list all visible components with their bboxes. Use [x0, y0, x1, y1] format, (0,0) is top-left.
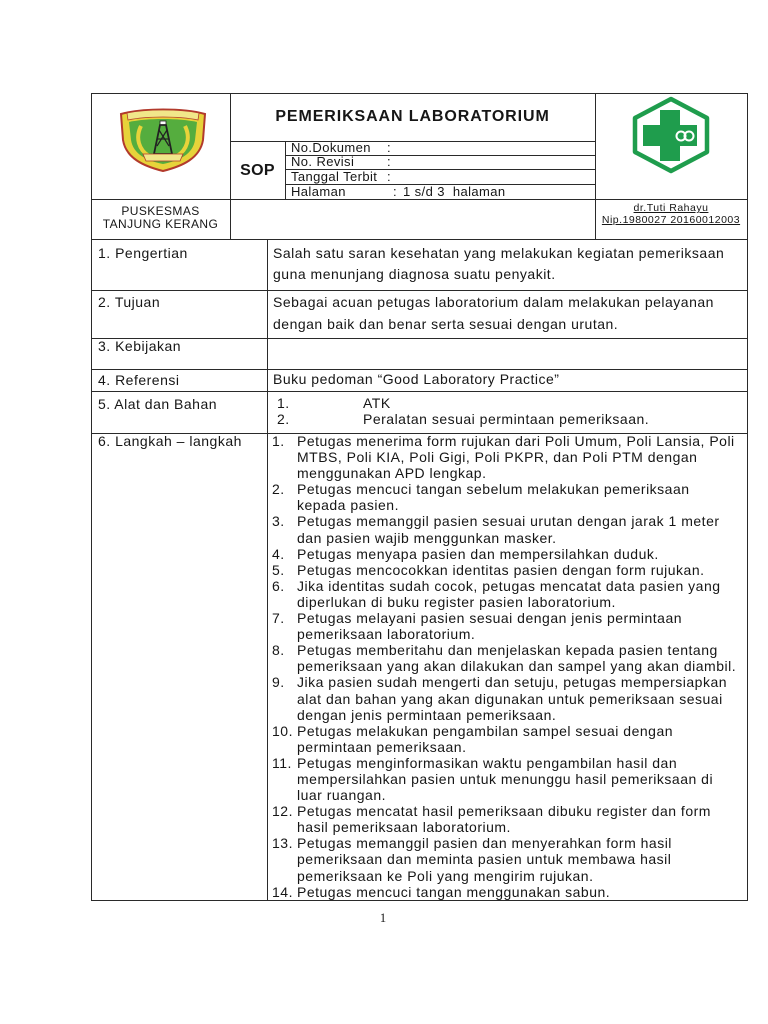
- list-item-number: 1.: [277, 395, 290, 411]
- step-number: 12.: [272, 803, 293, 820]
- step-text: Petugas menyapa pasien dan mempersilahkan duduk.: [297, 545, 659, 562]
- step-item: [272, 513, 742, 545]
- step-number: 3.: [272, 513, 285, 530]
- list-item-number: 2.: [277, 410, 290, 427]
- list-item: [277, 396, 649, 412]
- list-item-text: ATK: [363, 395, 391, 411]
- step-item: [272, 723, 742, 755]
- grid-line: [285, 141, 286, 199]
- step-text: Petugas mencocokkan identitas pasien dengan form rujukan.: [297, 561, 705, 578]
- step-number: 6.: [272, 577, 285, 594]
- step-text: Petugas mencuci tangan menggunakan sabun.: [297, 883, 611, 900]
- meta-value: 1 s/d 3 halaman: [403, 184, 506, 199]
- step-item: [272, 674, 742, 722]
- section-label-langkah: 6. Langkah – langkah: [98, 433, 242, 449]
- step-text: Petugas memanggil pasien dan menyerahkan form hasil pemeriksaan dan meminta pasien untuk membawa hasil pemeriksaan ke Poli yang mengirim rujukan.: [297, 835, 672, 884]
- step-number: 5.: [272, 561, 285, 578]
- section-label-kebijakan: 3. Kebijakan: [98, 338, 182, 354]
- page-number: 1: [379, 911, 387, 925]
- grid-line: [91, 391, 748, 392]
- institution-name: [91, 205, 230, 230]
- step-text: Petugas mencatat hasil pemeriksaan dibuku register dan form hasil pemeriksaan laboratorium.: [297, 803, 711, 836]
- step-item: [272, 884, 742, 900]
- section-label-referensi: 4. Referensi: [98, 372, 180, 388]
- grid-line: [91, 369, 748, 370]
- step-number: 7.: [272, 610, 285, 627]
- step-item: [272, 546, 742, 562]
- meta-row-revision: [291, 155, 591, 169]
- step-text: Petugas melayani pasien sesuai dengan jenis permintaan pemeriksaan laboratorium.: [297, 610, 683, 643]
- step-text: Petugas melakukan pengambilan sampel sesuai dengan permintaan pemeriksaan.: [297, 722, 674, 755]
- meta-row-document-number: [291, 141, 591, 155]
- district-emblem-icon: [117, 106, 209, 172]
- step-text: Petugas memanggil pasien sesuai urutan dengan jarak 1 meter dan pasien wajib menggunkan masker.: [297, 513, 720, 546]
- step-text: Petugas mencuci tangan sebelum melakukan pemeriksaan kepada pasien.: [297, 481, 690, 514]
- step-number: 1.: [272, 433, 285, 449]
- section-text-referensi: Buku pedoman “Good Laboratory Practice”: [273, 371, 560, 387]
- step-item: [272, 803, 742, 835]
- institution-line-1: PUSKESMAS: [121, 204, 200, 218]
- signatory-nip: Nip.1980027 20160012003: [601, 214, 741, 226]
- meta-label: No.Dokumen: [291, 140, 371, 155]
- step-text: Jika identitas sudah cocok, petugas mencatat data pasien yang diperlukan di buku register pasien laboratorium.: [297, 577, 721, 610]
- step-item: [272, 578, 742, 610]
- section-label-alat-bahan: 5. Alat dan Bahan: [98, 396, 218, 412]
- grid-line: [91, 338, 748, 339]
- step-number: 9.: [272, 674, 285, 691]
- step-number: 10.: [272, 722, 293, 739]
- step-number: 8.: [272, 642, 285, 659]
- alat-bahan-list: [277, 396, 649, 427]
- step-item: [272, 642, 742, 674]
- meta-row-page: [291, 184, 591, 199]
- list-item: [277, 412, 649, 428]
- step-number: 14.: [272, 883, 293, 900]
- meta-separator: :: [387, 169, 392, 184]
- meta-separator: :: [387, 154, 392, 169]
- grid-line: [91, 239, 748, 240]
- section-label-tujuan: 2. Tujuan: [98, 294, 161, 310]
- document-title: PEMERIKSAAN LABORATORIUM: [275, 108, 550, 125]
- meta-label: No. Revisi: [291, 154, 355, 169]
- step-number: 2.: [272, 481, 285, 498]
- step-text: Petugas menerima form rujukan dari Poli Umum, Poli Lansia, Poli MTBS, Poli KIA, Poli Gigi, Poli PKPR, dan Poli PTM dengan menggunakan APD lengkap.: [297, 433, 735, 482]
- step-text: Petugas memberitahu dan menjelaskan kepada pasien tentang pemeriksaan yang akan dilakukan dan sampel yang akan diambil.: [297, 642, 737, 675]
- list-item-text: Peralatan sesuai permintaan pemeriksaan.: [363, 410, 650, 427]
- section-text-tujuan: Sebagai acuan petugas laboratorium dalam melakukan pelayanan dengan baik dan benar serta sesuai dengan urutan.: [273, 294, 714, 332]
- section-text-pengertian: Salah satu saran kesehatan yang melakukan kegiatan pemeriksaan guna menunjang diagnosa suatu penyakit.: [273, 245, 725, 282]
- meta-separator: :: [387, 140, 392, 155]
- grid-line: [91, 199, 748, 200]
- meta-label: Halaman: [291, 184, 346, 199]
- step-number: 13.: [272, 835, 293, 852]
- step-item: [272, 610, 742, 642]
- puskesmas-logo-icon: [631, 96, 711, 174]
- step-item: [272, 755, 742, 803]
- step-number: 4.: [272, 545, 285, 562]
- meta-row-issue-date: [291, 169, 591, 184]
- step-text: Petugas menginformasikan waktu pengambilan hasil dan mempersilahkan pasien untuk menunggu hasil pemeriksaan di luar ruangan.: [297, 754, 714, 804]
- step-item: [272, 433, 742, 481]
- procedure-steps-list: [272, 433, 742, 900]
- meta-label: Tanggal Terbit: [291, 169, 378, 184]
- step-text: Jika pasien sudah mengerti dan setuju, petugas mempersiapkan alat dan bahan yang akan digunakan untuk pemeriksaan sesuai dengan jenis permintaan pemeriksaan.: [297, 674, 728, 723]
- institution-line-2: TANJUNG KERANG: [102, 216, 219, 231]
- document-type-label: SOP: [240, 162, 275, 179]
- step-item: [272, 481, 742, 513]
- signatory-block: [595, 202, 747, 226]
- step-item: [272, 562, 742, 578]
- step-item: [272, 835, 742, 883]
- meta-separator: :: [393, 184, 398, 199]
- section-label-pengertian: 1. Pengertian: [98, 245, 188, 261]
- step-number: 11.: [272, 754, 292, 771]
- signatory-name: dr.Tuti Rahayu: [633, 202, 709, 214]
